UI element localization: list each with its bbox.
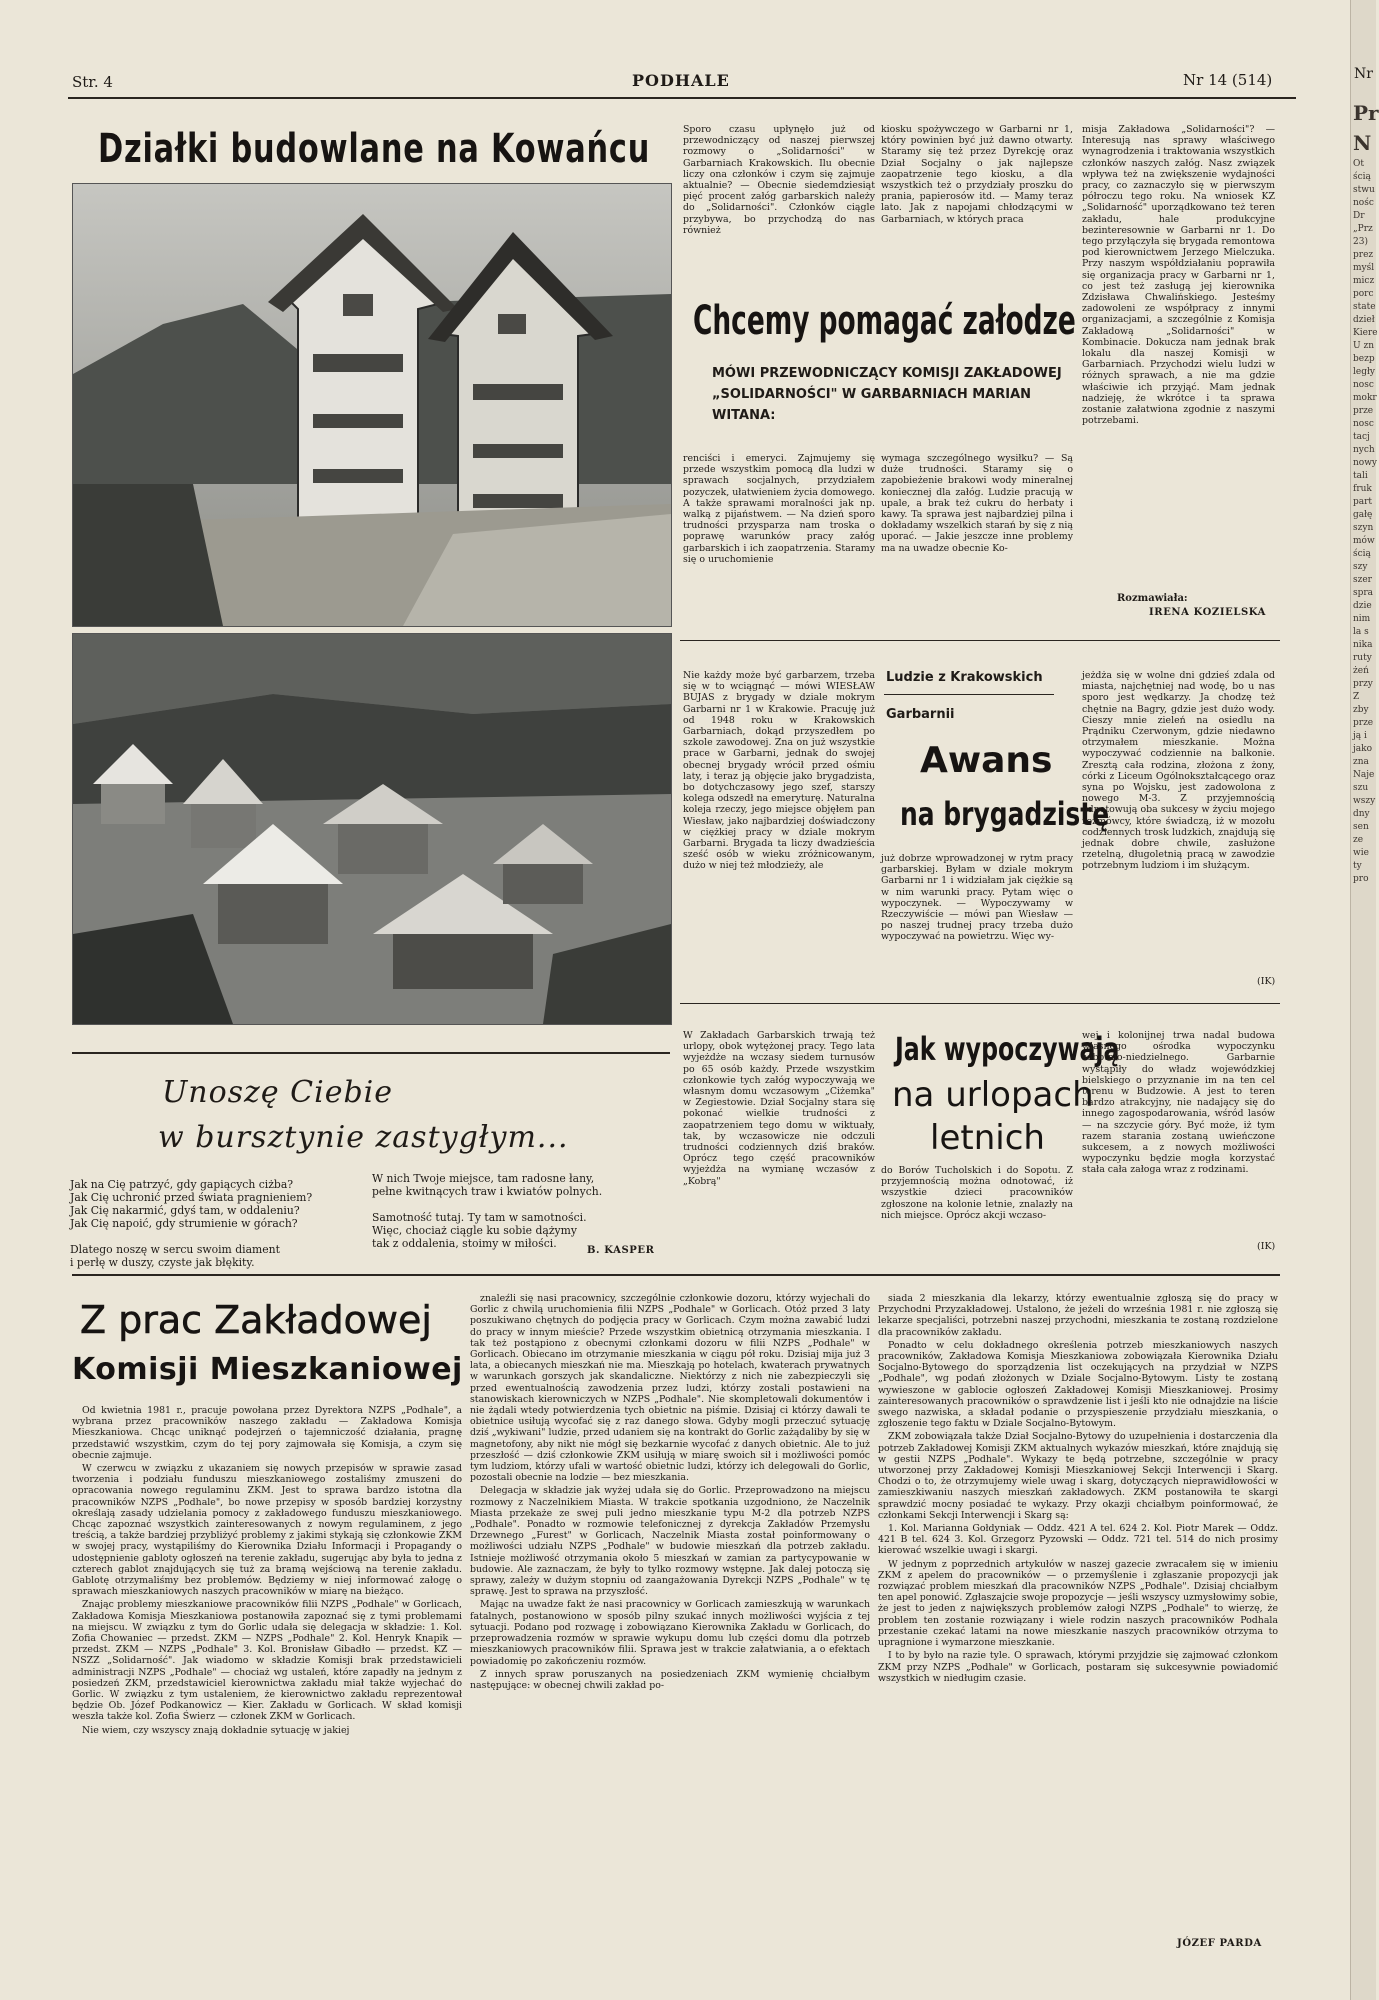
next-page-fragment: szu	[1353, 783, 1369, 793]
zkm-paragraph: 1. Kol. Marianna Gołdyniak — Oddz. 421 A tel. 624 2. Kol. Piotr Marek — Oddz. 421 B tel. 624 3. Kol. Grzegorz Pyzowski — Oddz. 721 tel. 514 do nich prosimy kierować wszelkie uwagi i skargi.	[878, 1523, 1278, 1557]
header-rule	[68, 97, 1296, 99]
next-page-fragment: 23)	[1353, 237, 1368, 247]
next-page-fragment: nosc	[1353, 380, 1374, 390]
poem-line: i perłę w duszy, czyste jak błękity.	[70, 1256, 255, 1269]
urlopy-title-1: Jak wypoczywają	[895, 1030, 1120, 1068]
next-page-fragment: bezp	[1353, 354, 1375, 364]
next-page-fragments	[1351, 98, 1379, 886]
next-page-fragment: tacj	[1353, 432, 1370, 442]
next-page-fragment: dny	[1353, 809, 1370, 819]
poem-title-1: Unoszę Ciebie	[162, 1075, 394, 1110]
next-page-fragment: „Prz	[1353, 224, 1373, 234]
next-page-fragment: ścią	[1353, 172, 1371, 182]
next-page-fragment: szer	[1353, 575, 1372, 585]
next-page-fragment: U zn	[1353, 341, 1374, 351]
awans-title-1: Awans	[920, 740, 1053, 781]
next-page-fragment: wie	[1353, 848, 1369, 858]
zkm-paragraph: ZKM zobowiązała także Dział Socjalno-Bytowy do uzupełnienia i dostarczenia dla potrzeb Zakładowej Komisji ZKM aktualnych wykazów mieszkań, które znajdują się w gestii NZPS „Podhale". Wykazy te będą potrzebne, szczególnie w pracy utworzonej przy Zakładowej Komisji Mieszkaniowej Sekcji Interwencji i Skarg. Chodzi o to, że otrzymujemy wiele uwag i skarg, dotyczących nieprawidłowości w zamieszkiwaniu naszych mieszkań zakładowych. ZKM postanowiła te skargi sprawdzić mocny posiadać te wykazy. Przy okazji chciałbym poinformować, że członkami Sekcji Interwencji i Skarg są:	[878, 1431, 1278, 1521]
next-page-fragment: dzie	[1353, 601, 1372, 611]
poem-line	[372, 1198, 672, 1211]
next-page-fragment: ze	[1353, 835, 1364, 845]
awans-sign: (IK)	[1257, 976, 1276, 987]
poem-line: Jak Cię nakarmić, gdyś tam, w oddaleniu?	[70, 1204, 300, 1217]
next-page-fragment: nika	[1353, 640, 1373, 650]
poem-line: tak z oddalenia, stoimy w miłości.	[372, 1237, 557, 1250]
zkm-title-1: Z prac Zakładowej	[80, 1298, 432, 1342]
poem-line: Jak Cię uchronić przed świata pragnieniem?	[70, 1191, 313, 1204]
next-page-fragment: szy	[1353, 562, 1368, 572]
awans-col1: Nie każdy może być garbarzem, trzeba się w to wciągnąć — mówi WIESŁAW BUJAS z brygady w dziale mokrym Garbarni nr 1 w Krakowie. Pracuję już od 1948 roku w Krakowskich Garbarniach, dokąd przyszedłem po szkole zawodowej. Zna on już wszystkie prace w Garbarni, jednak do swojej obecnej brygady wrócił przed ośmiu laty, i teraz ją objęcie jako brygadzista, bo dotychczasowy jego szef, starszy kolega odszedł na emeryturę. Naturalna koleja rzeczy, jego miejsce objęłem pan Wiesław, jako najbardziej doświadczony w ciężkiej pracy w dziale mokrym Garbarni. Brygada ta liczy dwadzieścia sześć osób w wieku zróżnicowanym, dużo w niej też młodzieży, ale	[683, 670, 875, 872]
issue-number: Nr 14 (514)	[1183, 71, 1273, 89]
urlopy-title-2: na urlopach	[892, 1075, 1094, 1115]
next-page-fragment: prze	[1353, 718, 1374, 728]
next-page-fragment: gałę	[1353, 510, 1373, 520]
next-page-fragment: nowy	[1353, 458, 1378, 468]
next-page-fragment: state	[1353, 302, 1376, 312]
article-title-dzialki: Działki budowlane na Kowańcu	[98, 126, 651, 172]
poem-line: pełne kwitnących traw i kwiatów polnych.	[372, 1185, 603, 1198]
next-page-fragment: Pr	[1353, 101, 1379, 125]
next-page-fragment: Naje	[1353, 770, 1375, 780]
next-page-fragment: prez	[1353, 250, 1374, 260]
zkm-col3	[878, 1293, 1278, 1686]
next-page-fragment: nim	[1353, 614, 1371, 624]
next-page-fragment: szyn	[1353, 523, 1374, 533]
poem-title-2: w bursztynie zastygłym...	[158, 1120, 569, 1155]
next-page-fragment: ty	[1353, 861, 1362, 871]
awans-col3: jeżdża się w wolne dni gdzieś zdala od miasta, najchętniej nad wodę, bo u nas sporo jest wędkarzy. Ja chodzę też chętnie na Bagry, gdzie jest dużo wody. Cieszy mnie zieleń na osiedlu na Prądniku Czerwonym, gdzie niedawno otrzymałem mieszkanie. Można wypoczywać codziennie na balkonie. Zresztą cała rodzina, złożona z żony, córki z Liceum Ogólnokształcącego oraz syna po Wojsku, jest zadowolona z nowego M-3. Z przyjemnością odnotowują oba sukcesy w życiu mojego rozmówcy, które świadczą, iż w mozołu codziennych trosk ludzkich, znajdują się jednak dobre chwile, zasłużone rzetelną, długoletnią pracą w zawodzie potrzebnym ludziom i im służącym.	[1082, 670, 1275, 872]
next-page-fragment: nych	[1353, 445, 1375, 455]
next-page-fragment: spra	[1353, 588, 1374, 598]
next-page-fragment: legły	[1353, 367, 1375, 377]
poem-line: Jak Cię napoić, gdy strumienie w górach?	[70, 1217, 298, 1230]
masthead: PODHALE	[632, 71, 730, 90]
urlopy-col3: wej i kolonijnej trwa nadal budowa własnego ośrodka wypoczynku sobotnio-niedzielnego. Garbarnie wystąpiły do władz wojewódzkiej bielskiego o przyznanie im na ten cel terenu w Budzowie. A jest to teren bardzo atrakcyjny, nie nadający się do innego zagospodarowania, wśród lasów — na szczycie góry. Być może, iż tym razem starania zostaną uwieńczone sukcesem, a z nowych możliwości wypoczynku będzie mogła korzystać stała cała załoga wraz z rodzinami.	[1082, 1030, 1275, 1176]
zkm-paragraph: W czerwcu w związku z ukazaniem się nowych przepisów w sprawie zasad tworzenia i podziału funduszu mieszkaniowego zostaliśmy zmuszeni do opracowania nowego regulaminu ZKM. Jest to sprawa bardzo istotna dla pracowników NZPS „Podhale", bo nowe przepisy w sposób bardziej korzystny określają zasady udzielania pomocy z zakładowego funduszu mieszkaniowego. Chcąc zapoznać wszystkich zainteresowanych z nowym regulaminem, z jego treścią, a także bardziej przybliżyć problemy z jakimi stykają się członkowie ZKM w swojej pracy, wystąpiliśmy do Kierownika Działu Informacji i Propagandy o udostępnienie gabloty ogłoszeń na terenie zakładu, sugerując aby była to jedna z czterech gablot znajdujących się tuż za bramą wejściową na terenie zakładu. Gablotę otrzymaliśmy bez problemów. Będziemy w niej informować załogę o sprawach mieszkaniowych naszych pracowników w miarę na bieżąco.	[72, 1463, 462, 1598]
next-page-fragment: nosc	[1353, 419, 1374, 429]
poem-author: B. KASPER	[587, 1245, 655, 1256]
zkm-paragraph: Mając na uwadze fakt że nasi pracownicy w Gorlicach zamieszkują w warunkach fatalnych, postanowiono w sposób pilny szukać innych możliwości wyjścia z tej sytuacji. Podano pod rozwagę i zobowiązano Kierownika Zakładu w Gorlicach, do przeprowadzenia rozmów w sprawie wykupu domu lub części domu dla potrzeb mieszkaniowych pracowników filii. Sprawa jest w trakcie załatwiania, a o efektach powiadomię po zakończeniu rozmów.	[470, 1599, 870, 1667]
page-number: Str. 4	[72, 73, 113, 91]
next-page-fragment: fruk	[1353, 484, 1372, 494]
interview-byline-name: IRENA KOZIELSKA	[1149, 607, 1267, 618]
poem-stanzas-left	[70, 1178, 370, 1269]
rule-awans-bottom	[680, 1003, 1280, 1004]
next-page-fragment: ruty	[1353, 653, 1372, 663]
next-page-fragment: zby	[1353, 705, 1369, 715]
awans-col2: już dobrze wprowadzonej w rytm pracy garbarskiej. Byłam w dziale mokrym Garbarni nr 1 i widziałam jak ciężkie są w nim warunki pracy. Pytam więc o wypoczynek. — Wypoczywamy w Rzeczywiście — mówi pan Wiesław — po naszej trudnej pracy trzeba dużo wypoczywać na powietrzu. Więc wy-	[881, 853, 1073, 943]
zkm-paragraph: W jednym z poprzednich artykułów w naszej gazecie zwracałem się w imieniu ZKM z apelem do pracowników — o przemyślenie i zgłaszanie propozycji jak rozwiązać problem mieszkań dla pracowników NZPS „Podhale". Dzisiaj chciałbym ten apel ponowić. Zgłaszajcie swoje propozycje — jeśli wszyscy uzmysłowimy sobie, że jest to jeden z największych problemów załogi NZPS „Podhale" to wierzę, że problem ten zostanie rozwiązany i wiele rodzin naszych pracowników Podhala przestanie czekać latami na nowe mieszkanie naszych pracowników otrzyma to upragnione i wymarzone mieszkanie.	[878, 1558, 1278, 1649]
zkm-author: JÓZEF PARDA	[1177, 1938, 1262, 1949]
zkm-paragraph: Z innych spraw poruszanych na posiedzeniach ZKM wymienię chciałbym następujące: w obecnej chwili zakład po-	[470, 1668, 870, 1691]
photo-houses-under-construction	[72, 183, 672, 627]
zkm-paragraph: Ponadto w celu dokładnego określenia potrzeb mieszkaniowych naszych pracowników, Zakładowa Komisja Mieszkaniowa zobowiązała Kierownika Działu Socjalno-Bytowego do sporządzenia list oczekujących na przydział w NZPS „Podhale", wg podań złożonych w Dziale Socjalno-Bytowym. Listy te zostaną wywieszone w gablocie ogłoszeń Zakładowej Komisji Mieszkaniowej. Prosimy zainteresowanych pracowników o sprawdzenie list i jeśli kto nie odnajdzie na liście swego nazwiska, a składał podanie o przyspieszenie przydziału mieszkania, o zgłoszenie tego faktu w Dziale Socjalno-Bytowym.	[878, 1339, 1278, 1430]
next-page-fragment: przy	[1353, 679, 1373, 689]
next-page-fragment: pro	[1353, 874, 1369, 884]
urlopy-col1: W Zakładach Garbarskich trwają też urlopy, obok wytężonej pracy. Tego lata wyjeżdże na wczasy siedem turnusów po 65 osób każdy. Przede wszystkim członkowie tych załóg wypoczywają we własnym domu wczasowym „Ciżemka" w Zegiestowie. Dział Socjalny stara się pokonać wielkie trudności z zaopatrzeniem tego domu w wiktuały, tak, by wczasowicze nie odczuli trudności codziennych dziś braków. Oprócz tego część pracowników wyjeżdża na wymianę wczasów z „Kobrą"	[683, 1030, 875, 1187]
next-page-edge	[1350, 0, 1379, 2000]
next-page-fragment: porc	[1353, 289, 1374, 299]
urlopy-col2: do Borów Tucholskich i do Sopotu. Z przyjemnością można odnotować, iż wszystkie dzieci pracowników zgłoszone na kolonie letnie, znalazły na nich miejsce. Oprócz akcji wczaso-	[881, 1165, 1073, 1221]
zkm-title-2: Komisji Mieszkaniowej	[72, 1352, 463, 1387]
awans-kicker-2: Garbarnii	[886, 707, 955, 722]
next-page-fragment: tali	[1353, 471, 1368, 481]
urlopy-sign: (IK)	[1257, 1241, 1276, 1252]
next-page-fragment: ścią	[1353, 549, 1371, 559]
poem-line: W nich Twoje miejsce, tam radosne łany,	[372, 1172, 595, 1185]
next-page-fragment: jako	[1353, 744, 1373, 754]
next-page-fragment: żeń	[1353, 666, 1369, 676]
rule-interview-bottom	[680, 640, 1280, 641]
interview-col2-top: kiosku spożywczego w Garbarni nr 1, który powinien być już dawno otwarty. Staramy się też przez Dyrekcję oraz Dział Socjalny o jak najlepsze zaopatrzenie tego kiosku, a dla wszystkich też o przydziały proszku do prania, papierosów itd. — Mamy teraz lato. Jak z napojami chłodzącymi w Garbarniach, w których praca	[881, 124, 1073, 225]
interview-title: Chcemy pomagać załodze	[693, 298, 1076, 344]
poem-line: Samotność tutaj. Ty tam w samotności.	[372, 1211, 587, 1224]
zkm-paragraph: Znając problemy mieszkaniowe pracowników filii NZPS „Podhale" w Gorlicach, Zakładowa Komisja Mieszkaniowa postanowiła zapoznać się z tymi problemami na miejscu. W związku z tym do Gorlic udała się delegacja w składzie: 1. Kol. Zofia Chowaniec — przedst. ZKM — NZPS „Podhale" 2. Kol. Henryk Knapik — przedst. ZKM — NZPS „Podhale" 3. Kol. Bronisław Gibadło — przedst. KZ — NSZZ „Solidarność". Jak wiadomo w składzie Komisji brak przedstawicieli administracji NZPS „Podhale" — chociaż wg ustaleń, które zapadły na jednym z posiedzeń ZKM, przedstawiciel kierownictwa zakładu miał także wyjechać do Gorlic. W związku z tym ustaleniem, że kierownictwo zakładu reprezentował będzie Ob. Józef Podkanowicz — Kier. Zakładu w Gorlicach. W skład komisji weszła także kol. Zofia Świerz — członek ZKM w Gorlicach.	[72, 1599, 462, 1723]
poem-stanzas-right	[372, 1172, 672, 1250]
poem-line	[70, 1230, 370, 1243]
interview-subtitle: MÓWI PRZEWODNICZĄCY KOMISJI ZAKŁADOWEJ „SOLIDARNOŚCI" W GARBARNIACH MARIAN WITANA:	[712, 366, 1062, 423]
poem-line: Więc, chociaż ciągle ku sobie dążymy	[372, 1224, 577, 1237]
next-page-fragment: Dr	[1353, 211, 1365, 221]
awans-title-2: na brygadzistę	[900, 795, 1110, 833]
next-page-fragment: Kiere	[1353, 328, 1378, 338]
next-page-fragment: sen	[1353, 822, 1369, 832]
urlopy-title-3: letnich	[930, 1118, 1045, 1158]
zkm-paragraph: Nie wiem, czy wszyscy znają dokładnie sytuację w jakiej	[82, 1724, 350, 1736]
next-page-fragment: mokr	[1353, 393, 1377, 403]
awans-kicker-rule	[884, 694, 1054, 695]
photo-village-panorama	[72, 633, 672, 1025]
next-page-fragment: la s	[1353, 627, 1369, 637]
rule-poem-bottom	[72, 1274, 1280, 1276]
village-photo-drawing	[73, 634, 671, 1024]
next-page-fragment: prze	[1353, 406, 1374, 416]
poem-line: Jak na Cię patrzyć, gdy gapiących ciżba?	[70, 1178, 294, 1191]
zkm-paragraph: Od kwietnia 1981 r., pracuje powołana przez Dyrektora NZPS „Podhale", a wybrana przez pracowników naszego zakładu — Zakładowa Komisja Mieszkaniowa. Chcąc uniknąć podejrzeń o tajemniczość działania, pragnę przedstawić wszystkim, czym do tej pory zajmowała się Komisja, a czym się obecnie zajmuje.	[72, 1405, 462, 1461]
next-page-fragment: Ot	[1353, 159, 1364, 169]
zkm-paragraph: znaleźli się nasi pracownicy, szczególnie członkowie dozoru, którzy wyjechali do Gorlic z chwilą uruchomienia filii NZPS „Podhale" w Gorlicach. Otóż przed 3 laty poszukiwano chętnych do podjęcia pracy w Gorlicach. Czym można zawabić ludzi do pracy w innym mieście? Przede wszystkim obietnicą otrzymania mieszkania. I tak też postąpiono z obecnymi członkami dozoru w filii NZPS „Podhale" w Gorlicach. Obiecano im otrzymanie mieszkania w ciągu pół roku. Dzisiaj mija już 3 lata, a obiecanych mieszkań nie ma. Mieszkają po hotelach, kwaterach prywatnych w warunkach gorszych jak skandaliczne. Niektórzy z nich nie zabezpieczyli się przed ewentualnością zawodzenia przez ludzi, którzy zostali postawieni na stanowiskach kierowniczych w NZPS „Podhale". Nie skompletowali dokumentów i nie żądali wtedy potwierdzenia tych obietnic na piśmie. Dzisiaj ci którzy dawali te obietnice usiłują wycofać się z raz danego słowa. Gdyby mogli przeczuć sytuację dziś „wykiwani" ludzie, przed udaniem się na kontrakt do Gorlic zażądaliby by się w magnetofony, aby nikt nie mógł się bezkarnie wycofać z danych obietnic. Ale to już przeszłość — dziś członkowie ZKM usiłują w miarę swoich sił i możliwości pomóc tym ludziom, którzy ufali w wartość obietnic ludzi, którzy ich delegowali do Gorlic, pozostali obecnie na lodzie — bez mieszkania.	[470, 1293, 870, 1484]
interview-col2-bottom: wymaga szczególnego wysiłku? — Są duże trudności. Staramy się o zapobieżenie brakowi wody mineralnej koniecznej dla załóg. Ludzie pracują w upale, a brak też cukru do herbaty i kawy. Ta sprawa jest najbardziej pilna i dokładamy wszelkich starań by się z nią uporać. — Jakie jeszcze inne problemy ma na uwadze obecnie Ko-	[881, 453, 1073, 554]
next-page-fragment: micz	[1353, 276, 1375, 286]
next-page-fragment: ją i	[1353, 731, 1367, 741]
interview-col3: misja Zakładowa „Solidarności"? — Interesują nas sprawy właściwego wynagrodzenia i traktowania wszystkich członków naszych załóg. Nasz związek wpływa też na zwiększenie wydajności pracy, co zaznaczyło się w pierwszym półroczu tego roku. Na wniosek KZ „Solidarność" uporządkowano też teren zakładu, hale produkcyjne bezinteresownie w Garbarni nr 1. Do tego przyłączyła się brygada remontowa pod kierownictwem Jerzego Mielczuka. Przy naszym współdziałaniu poprawiła się organizacja pracy w Garbarni nr 1, co jest też zasługą jej kierownika Zdzisława Chwalińskiego. Jesteśmy zadowoleni ze współpracy z innymi organizacjami, a szczególnie z Komisja Zakładową „Solidarności" w Kombinacie. Dokucza nam jednak brak lokalu dla naszej Komisji w Garbarniach. Przychodzi wielu ludzi w różnych sprawach, a nie ma gdzie właściwie ich przyjąć. Mam jednak nadzieję, że wkrótce i ta sprawa zostanie załatwiona zgodnie z naszymi potrzebami.	[1082, 124, 1275, 427]
next-page-fragment: mów	[1353, 536, 1375, 546]
poem-top-rule	[72, 1052, 670, 1054]
next-page-fragment: wszy	[1353, 796, 1376, 806]
houses-photo-drawing	[73, 184, 671, 626]
next-page-fragment: part	[1353, 497, 1373, 507]
zkm-paragraph: Delegacja w składzie jak wyżej udała się do Gorlic. Przeprowadzono na miejscu rozmowy z Naczelnikiem Miasta. W trakcie spotkania uzgodniono, że Naczelnik Miasta przekaże ze swej puli jedno mieszkanie typu M-2 dla potrzeb NZPS „Podhale". Ponadto w rozmowie telefonicznej z dyrekcja Zakładów Przemysłu Drzewnego „Furest" w Gorlicach, Naczelnik Miasta został poinformowany o możliwości udziału NZPS „Podhale" w budowie mieszkań dla potrzeb zakładu. Istnieje możliwość otrzymania około 5 mieszkań w zamian za partycypowanie w budowie. Ale zaznaczam, że były to tylko rozmowy wstępne. Jak dalej potoczą się sprawy, zależy w dużym stopniu od zaangażowania Dyrekcji NZPS „Podhale" w tę sprawę. Jest to sprawa na przyszłość.	[470, 1485, 870, 1598]
next-page-fragment: myśl	[1353, 263, 1375, 273]
next-page-fragment: zna	[1353, 757, 1369, 767]
interview-byline-label: Rozmawiała:	[1117, 593, 1188, 604]
next-page-number: Nr	[1354, 66, 1373, 82]
interview-col1-top: Sporo czasu upłynęło już od przewodniczący od naszej pierwszej rozmowy o „Solidarności" w Garbarniach Krakowskich. Ilu obecnie liczy ona członków i czym się zajmuje aktualnie? — Obecnie siedemdziesiąt pięć procent załóg garbarskich należy do „Solidarności". Członków ciągle przybywa, bo przychodzą do nas również	[683, 124, 875, 236]
interview-col1-bottom: renciści i emeryci. Zajmujemy się przede wszystkim pomocą dla ludzi w sprawach socjalnych, przydziałem pozyczek, ułatwieniem życia domowego. A także sprawami moralności jak np. walką z pijaństwem. — Na dzień sporo trudności przysparza nam troska o poprawę warunków pracy załóg garbarskich i ich zaopatrzenia. Staramy się o uruchomienie	[683, 453, 875, 565]
next-page-fragment: nośc	[1353, 198, 1374, 208]
zkm-paragraph: siada 2 mieszkania dla lekarzy, którzy ewentualnie zgłoszą się do pracy w Przychodni Przyzakładowej. Ustalono, że jeżeli do września 1981 r. nie zgłoszą się lekarze specjaliści, potrzebni naszej przychodni, mieszkania te zostaną rozdzielone dla pracowników zakładu.	[878, 1293, 1278, 1338]
awans-kicker-1: Ludzie z Krakowskich	[886, 670, 1043, 685]
zkm-col1	[72, 1405, 462, 1738]
next-page-fragment: N	[1353, 131, 1372, 155]
next-page-fragment: dzieł	[1353, 315, 1375, 325]
poem-line: Dlatego noszę w sercu swoim diament	[70, 1243, 280, 1256]
zkm-paragraph: I to by było na razie tyle. O sprawach, którymi przyjdzie się zajmować członkom ZKM przy NZPS „Podhale" w Gorlicach, postaram się sukcesywnie powiadomić wszystkich w niedługim czasie.	[878, 1650, 1278, 1684]
next-page-fragment: stwu	[1353, 185, 1375, 195]
next-page-fragment: Z	[1353, 692, 1360, 702]
zkm-col2	[470, 1293, 870, 1693]
